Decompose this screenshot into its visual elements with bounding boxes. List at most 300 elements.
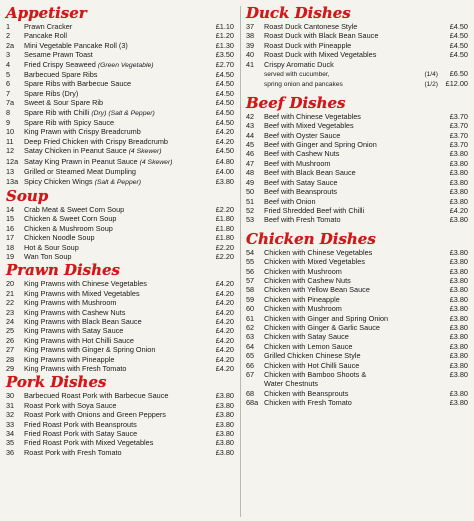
item-name-text: Fried Roast Pork with Mixed Vegetables [24,438,154,448]
item-price: £4.80 [215,156,234,166]
section-heading-duck: Duck Dishes [246,4,351,22]
item-name [264,304,438,313]
item-number: 5 [6,70,11,80]
item-name-text: King Prawns with Black Bean Sauce [24,316,142,326]
chicken-list [246,248,468,408]
item-number: 51 [246,196,255,206]
item-name-text: Chicken with Ginger and Spring Onion [264,313,389,323]
menu-item-row [246,140,468,149]
item-name-text: Barbecued Spare Ribs [24,70,98,80]
item-name-text: Spicy Chicken Wings [24,176,93,186]
item-name-text: Roast Duck with Black Bean Sauce [264,31,379,41]
menu-item-row [246,276,468,285]
menu-item-row [6,448,234,457]
item-price: £3.80 [215,429,234,439]
menu-item-row [246,159,468,168]
item-price: £3.80 [215,400,234,410]
item-price: £4.50 [215,146,234,156]
item-name-text: King Prawn with Crispy Breadcrumb [24,127,141,137]
item-price: £3.80 [215,410,234,420]
item-name [264,197,438,206]
item-name-text: Chicken with Hot Chilli Sauce [264,360,360,370]
item-number: 54 [246,247,255,257]
menu-item-row [246,389,468,398]
item-name [264,398,438,407]
menu-item-row [6,108,234,118]
item-name-text: Barbecued Roast Pork with Barbecue Sauce [24,391,169,401]
item-name [264,323,438,332]
section-heading-beef: Beef Dishes [246,93,346,112]
item-price: £3.80 [449,275,468,285]
item-name [24,410,204,419]
item-name-text: Fried Crispy Seaweed [24,59,96,69]
item-price: £1.10 [215,22,234,31]
item-number: 61 [246,313,255,323]
item-number: 52 [246,205,255,215]
menu-item-row [246,323,468,332]
section-heading-appetiser: Appetiser [6,4,87,22]
item-price: £4.20 [215,316,234,326]
subitem-text: spring onion and pancakes [264,81,343,89]
item-number: 2 [6,31,11,41]
menu-item-row [246,187,468,196]
item-name-text: Beef with Satay Sauce [264,177,338,187]
menu-item-row [246,332,468,341]
item-number: 8 [6,107,11,117]
item-name-text: Beef with Fresh Tomato [264,215,341,225]
item-price: £4.50 [449,31,468,41]
item-name-text: Chicken with Fresh Tomato [264,398,352,408]
item-number: 19 [6,251,15,261]
item-price: £4.20 [215,136,234,146]
item-name [24,60,204,70]
item-number: 1 [6,22,11,31]
menu-item-row [246,121,468,130]
item-name [24,429,204,438]
menu-item-row [6,279,234,288]
item-price: £3.80 [449,313,468,323]
item-name [264,50,438,59]
item-number: 9 [6,118,11,128]
item-price: £3.80 [215,391,234,401]
item-note: (Salt & Pepper) [94,178,142,186]
item-price: £3.80 [449,322,468,332]
item-name-text: King Prawns with Mixed Vegetables [24,288,140,298]
item-price: £3.80 [449,149,468,159]
item-price: £4.20 [215,127,234,137]
item-number: 22 [6,298,15,308]
item-name-text: Chicken with Yellow Bean Sauce [264,285,370,295]
item-name-text: Chicken with Beansprouts [264,388,349,398]
menu-item-row [6,401,234,410]
item-name-text: Chicken with Chinese Vegetables [264,247,373,257]
item-name [24,157,204,167]
menu-item-row [246,295,468,304]
item-name-text: Chicken with Ginger & Garlic Sauce [264,322,380,332]
item-number: 31 [6,400,15,410]
item-price: £1.80 [215,233,234,243]
menu-item-row [6,420,234,429]
subitem-portion: (1/2) [424,81,438,89]
item-number: 2a [6,40,15,50]
menu-item-row [6,89,234,98]
item-price: £4.50 [449,50,468,60]
item-price: £2.20 [215,242,234,252]
item-name [24,31,204,40]
item-price: £3.80 [449,168,468,178]
item-price: £3.80 [215,419,234,429]
subitem-price: £12.00 [445,79,468,89]
item-name [24,89,204,98]
item-number: 38 [246,31,255,41]
item-name [24,391,204,400]
item-number: 13a [6,176,19,186]
item-price: £3.80 [449,177,468,187]
item-name [264,140,438,149]
menu-item-row [246,206,468,215]
menu-item-row [246,131,468,140]
menu-item-row [246,112,468,121]
item-number: 16 [6,223,15,233]
menu-item-row [6,429,234,438]
menu-item-row [246,149,468,158]
item-name [264,159,438,168]
item-name [24,98,204,107]
item-number: 4 [6,59,11,69]
menu-item-row [6,60,234,70]
item-name-text: Beef with Onion [264,196,316,206]
item-number: 56 [246,266,255,276]
menu-item-row [246,41,468,50]
item-number: 53 [246,215,255,225]
prawn-list [6,279,234,373]
item-number: 59 [246,294,255,304]
item-name-text: Fried Roast Pork with Beansprouts [24,419,137,429]
menu-item-row [6,308,234,317]
item-name [264,267,438,276]
item-name [24,177,204,187]
item-name [24,79,204,88]
menu-item-row [246,50,468,59]
item-name-text: Beef with Chinese Vegetables [264,111,361,121]
item-number: 42 [246,111,255,121]
item-number: 13 [6,167,15,177]
item-number: 36 [6,447,15,457]
item-number: 3 [6,50,11,60]
item-name-text: Roast Duck Cantonese Style [264,22,358,31]
item-name-text: Spare Ribs (Dry) [24,88,79,98]
item-name [264,215,438,224]
item-name [264,285,438,294]
menu-item-row [6,252,234,261]
item-name-text: Chicken with Bamboo Shoots & [264,370,367,379]
item-name-text: Crab Meat & Sweet Corn Soup [24,204,125,214]
menu-item-row [246,379,468,388]
item-price: £4.20 [215,326,234,336]
item-name-text: Beef with Mixed Vegetables [264,121,354,131]
item-name-text: Chicken with Lemon Sauce [264,341,353,351]
item-name-text: Prawn Cracker [24,22,73,31]
menu-item-row [6,289,234,298]
menu-item-row [246,168,468,177]
menu-item-row [246,267,468,276]
menu-item-row [6,41,234,50]
menu-item-row [246,342,468,351]
menu-item-row [246,60,468,69]
item-name-text: Hot & Sour Soup [24,242,79,252]
menu-item-row [246,314,468,323]
item-name-text: Crispy Aromatic Duck [264,59,334,69]
item-name [264,295,438,304]
item-name-text: Spare Rib with Chilli [24,107,90,117]
menu-item-row [6,336,234,345]
item-name [264,22,438,31]
item-name-text: King Prawns with Ginger & Spring Onion [24,345,156,355]
item-price: £3.50 [215,50,234,60]
item-number: 55 [246,257,255,267]
menu-item-row [6,70,234,79]
item-price: £4.50 [449,22,468,31]
menu-item-row [6,31,234,40]
menu-item-row [6,345,234,354]
item-number: 46 [246,149,255,159]
item-name [264,187,438,196]
item-name-text: Deep Fried Chicken with Crispy Breadcrumb [24,136,168,146]
item-name [24,308,204,317]
item-number: 7a [6,98,15,108]
item-name [24,448,204,457]
item-price: £4.20 [215,354,234,364]
item-name [264,149,438,158]
item-name-text: Wan Ton Soup [24,251,72,261]
item-price: £4.20 [215,345,234,355]
item-name [24,345,204,354]
item-name-text: King Prawns with Pineapple [24,354,115,364]
item-number: 45 [246,140,255,150]
item-name-text: Roast Duck with Pineapple [264,40,352,50]
menu-item-row [246,398,468,407]
item-name [24,438,204,447]
item-number: 12 [6,146,15,156]
item-name [264,206,438,215]
item-price: £3.80 [449,370,468,379]
item-name-text: Beef with Beansprouts [264,187,338,197]
item-name-text: Spare Rib with Spicy Sauce [24,118,115,128]
item-name-text: Chicken Noodle Soup [24,233,95,243]
item-number: 49 [246,177,255,187]
item-name-text: King Prawns with Fresh Tomato [24,364,127,373]
menu-item-row [6,233,234,242]
item-name [264,178,438,187]
item-name-text: King Prawns with Satay Sauce [24,326,124,336]
item-name-text: Beef with Mushroom [264,158,331,168]
soup-list [6,205,234,261]
item-name [24,70,204,79]
item-name [264,121,438,130]
item-price: £3.80 [449,398,468,408]
item-number: 30 [6,391,15,401]
menu-item-row [6,391,234,400]
item-price: £3.80 [215,447,234,457]
item-price: £4.50 [215,118,234,128]
subitem-text: served with cucumber, [264,71,330,79]
menu-item-row [246,178,468,187]
item-price: £3.80 [449,158,468,168]
item-number: 67 [246,370,255,379]
item-price: £3.70 [449,111,468,121]
menu-item-row [6,177,234,187]
menu-item-row [246,248,468,257]
item-number: 29 [6,364,15,373]
item-name [24,205,204,214]
item-number: 25 [6,326,15,336]
item-number: 35 [6,438,15,448]
item-name-text: Chicken & Mushroom Soup [24,223,113,233]
item-price: £3.80 [449,294,468,304]
menu-item-row [6,243,234,252]
item-name-text: Roast Pork with Fresh Tomato [24,447,122,457]
menu-item-row [6,364,234,373]
item-name-text: Grilled Chicken Chinese Style [264,351,361,361]
item-number: 26 [6,335,15,345]
item-name-text: Satay King Prawn in Peanut Sauce [24,156,138,166]
item-name [24,298,204,307]
item-price: £4.20 [215,288,234,298]
item-number: 40 [246,50,255,60]
item-name [264,276,438,285]
item-name-text: Roast Pork with Onions and Green Peppers [24,410,166,420]
menu-item-row [6,326,234,335]
item-number: 7 [6,88,11,98]
beef-list [246,112,468,225]
item-price: £4.50 [215,79,234,89]
item-number: 21 [6,288,15,298]
item-number: 48 [246,168,255,178]
item-note: (4 Skewer) [139,158,173,166]
item-number: 23 [6,307,15,317]
item-name [24,108,204,118]
item-name [24,243,204,252]
item-price: £2.20 [215,251,234,261]
item-price: £3.80 [449,351,468,361]
item-number: 20 [6,279,15,289]
item-price: £3.80 [449,266,468,276]
item-number: 12a [6,156,19,166]
item-price: £3.80 [449,332,468,342]
item-name [264,314,438,323]
item-name [24,22,204,31]
item-number: 11 [6,136,14,146]
item-name [24,167,204,176]
item-name [24,326,204,335]
item-name [24,127,204,136]
section-heading-prawn: Prawn Dishes [6,261,120,280]
item-name-text: Mini Vegetable Pancake Roll (3) [24,40,128,50]
item-number: 47 [246,158,255,168]
item-number: 27 [6,345,15,355]
item-number: 6 [6,79,11,89]
item-price: £3.80 [449,215,468,225]
item-name-text: Beef with Black Bean Sauce [264,168,356,178]
right-column [238,4,468,521]
item-number: 62 [246,322,255,332]
item-price: £3.80 [449,341,468,351]
item-name-text: Water Chestnuts [264,379,319,389]
menu-item-row [246,285,468,294]
item-name-text: King Prawns with Cashew Nuts [24,307,126,317]
item-number: 34 [6,429,15,439]
item-price: £4.50 [449,40,468,50]
menu-item-row [246,31,468,40]
item-name [24,401,204,410]
item-price: £4.20 [215,279,234,289]
item-name [24,317,204,326]
item-price: £1.80 [215,214,234,224]
item-name-text: King Prawns with Hot Chilli Sauce [24,335,134,345]
item-note: (4 Skewer) [128,148,162,156]
item-price: £2.70 [215,59,234,69]
menu-item-row [6,118,234,127]
item-price: £3.70 [449,140,468,150]
item-name [24,355,204,364]
item-name-text: Chicken with Cashew Nuts [264,275,351,285]
item-price: £4.50 [215,70,234,80]
item-name-text: Beef with Oyster Sauce [264,130,341,140]
menu-item-row [6,167,234,176]
section-heading-soup: Soup [6,186,49,205]
item-price: £3.80 [215,176,234,186]
menu-item-row [246,197,468,206]
menu-item-row [6,50,234,59]
item-price: £4.20 [215,298,234,308]
item-number: 68a [246,398,259,408]
item-price: £1.20 [215,31,234,41]
item-name [24,289,204,298]
item-number: 14 [6,204,15,214]
menu-item-row [6,127,234,136]
item-number: 60 [246,304,255,314]
item-price: £3.80 [449,285,468,295]
item-name [264,257,438,266]
left-column [6,4,238,521]
menu-subitem-row [246,79,468,89]
item-name [264,248,438,257]
item-price: £3.70 [449,121,468,131]
item-name-text: Beef with Cashew Nuts [264,149,340,159]
item-name [264,131,438,140]
item-name [24,41,204,50]
duck-sub-list [246,69,468,90]
item-number: 15 [6,214,15,224]
item-name [264,60,438,69]
item-number: 68 [246,388,255,398]
item-name [264,389,438,398]
item-name [24,233,204,242]
menu-item-row [246,351,468,360]
subitem-portion: (1/4) [424,71,438,79]
item-name [264,31,438,40]
item-price: £3.70 [449,130,468,140]
item-price: £4.20 [449,205,468,215]
item-price: £4.00 [215,167,234,177]
menu-item-row [246,215,468,224]
menu-item-row [246,304,468,313]
item-number: 39 [246,40,255,50]
item-name [24,50,204,59]
item-name-text: Chicken with Satay Sauce [264,332,349,342]
item-price: £3.80 [449,360,468,370]
item-price: £1.30 [215,40,234,50]
